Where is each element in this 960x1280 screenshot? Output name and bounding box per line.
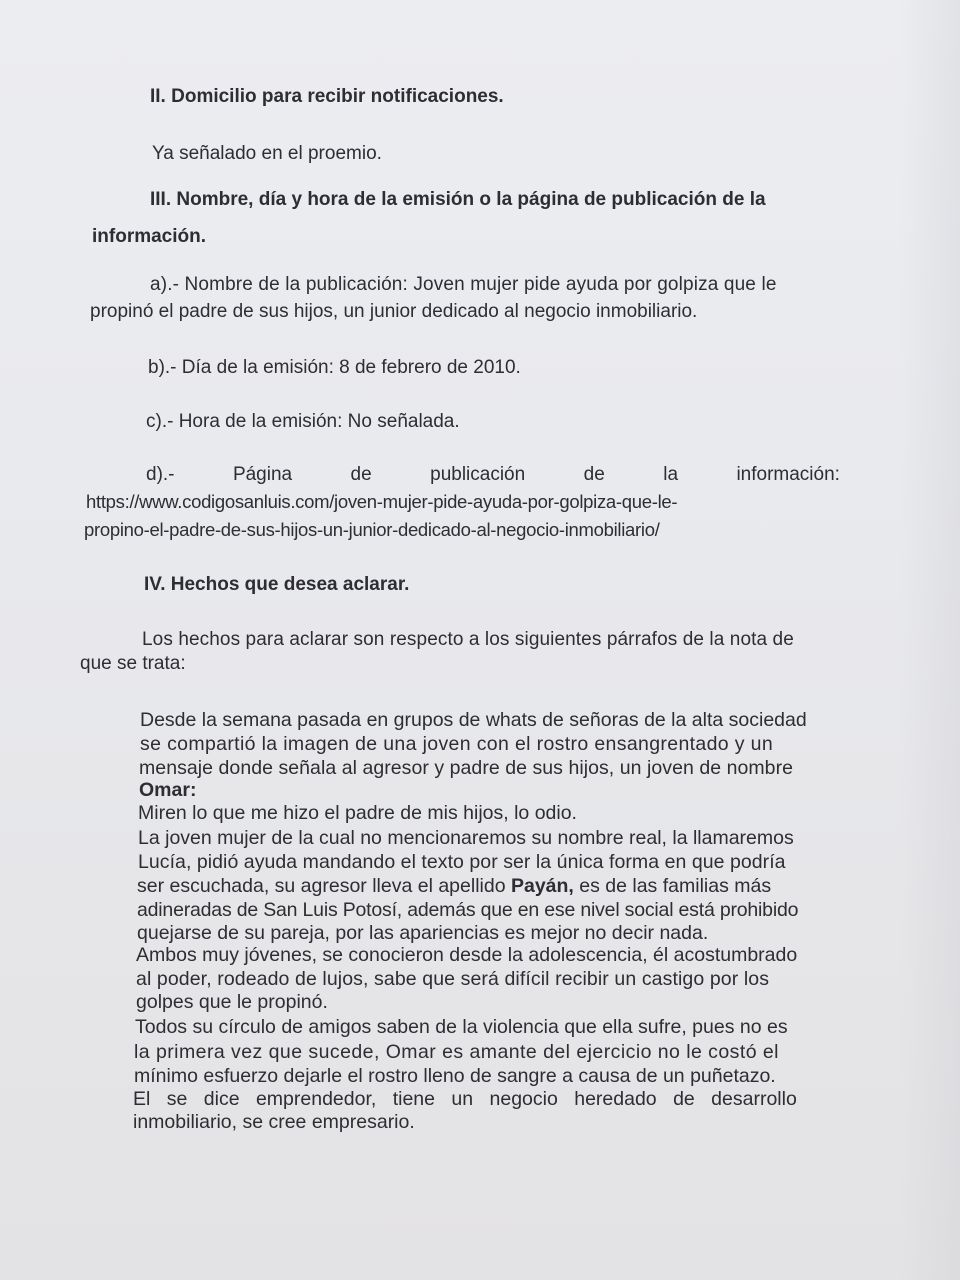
section-4-heading: IV. Hechos que desea aclarar. xyxy=(144,574,410,595)
quote-line-name: Omar: xyxy=(139,779,197,801)
quote-line: La joven mujer de la cual no mencionaremos su nombre real, la llamaremos xyxy=(138,827,794,849)
section-3-heading-cont: información. xyxy=(92,226,207,247)
item-d-word: información: xyxy=(736,464,840,485)
section-2-heading: II. Domicilio para recibir notificaciones. xyxy=(150,86,504,107)
quote-line: mínimo esfuerzo dejarle el rostro lleno de sangre a causa de un puñetazo. xyxy=(134,1065,776,1087)
item-b: b).- Día de la emisión: 8 de febrero de 2010. xyxy=(148,357,521,378)
quote-text: es de las familias más xyxy=(573,875,772,897)
quote-line: golpes que le propinó. xyxy=(136,991,328,1013)
surname-bold: Payán, xyxy=(510,875,574,897)
item-d-word: la xyxy=(663,464,679,485)
item-d-line-1 xyxy=(146,463,840,487)
section-4-intro-line-2: que se trata: xyxy=(80,653,186,674)
quote-line: Miren lo que me hizo el padre de mis hijos, lo odio. xyxy=(138,802,577,824)
section-3-heading: III. Nombre, día y hora de la emisión o la página de publicación de la xyxy=(150,189,766,210)
item-a-line-1: a).- Nombre de la publicación: Joven mujer pide ayuda por golpiza que le xyxy=(150,274,777,295)
item-d-word: publicación xyxy=(430,464,526,485)
item-d-url-line-2: propino-el-padre-de-sus-hijos-un-junior-dedicado-al-negocio-inmobiliario/ xyxy=(84,519,660,540)
item-c: c).- Hora de la emisión: No señalada. xyxy=(146,411,460,432)
quote-line: la primera vez que sucede, Omar es amante del ejercicio no le costó el xyxy=(134,1041,779,1063)
quote-line: al poder, rodeado de lujos, sabe que será difícil recibir un castigo por los xyxy=(136,968,770,990)
item-d-url-line-1: https://www.codigosanluis.com/joven-mujer-pide-ayuda-por-golpiza-que-le- xyxy=(86,491,678,512)
page-shadow xyxy=(900,0,960,1280)
section-4-intro-line-1: Los hechos para aclarar son respecto a los siguientes párrafos de la nota de xyxy=(142,629,794,650)
item-d-word: de xyxy=(583,464,605,485)
quote-line: Todos su círculo de amigos saben de la violencia que ella sufre, pues no es xyxy=(135,1016,788,1038)
item-a-line-2: propinó el padre de sus hijos, un junior dedicado al negocio inmobiliario. xyxy=(90,301,698,322)
item-d-word: d).- xyxy=(146,464,175,485)
item-d-word: Página xyxy=(232,464,293,485)
quote-line: se compartió la imagen de una joven con el rostro ensangrentado y un xyxy=(140,733,774,755)
section-2-text: Ya señalado en el proemio. xyxy=(152,143,382,164)
quote-line: mensaje donde señala al agresor y padre de sus hijos, un joven de nombre xyxy=(139,757,794,779)
quote-line: Desde la semana pasada en grupos de whats de señoras de la alta sociedad xyxy=(140,709,807,731)
quote-line: Ambos muy jóvenes, se conocieron desde la adolescencia, él acostumbrado xyxy=(136,944,798,966)
quote-line: Lucía, pidió ayuda mandando el texto por ser la única forma en que podría xyxy=(138,851,786,873)
quote-line: inmobiliario, se cree empresario. xyxy=(133,1111,415,1133)
quote-text: ser escuchada, su agresor lleva el apellido xyxy=(137,875,511,897)
quote-line: adineradas de San Luis Potosí, además que en ese nivel social está prohibido xyxy=(137,899,799,921)
quote-line xyxy=(137,874,771,898)
quote-line: El se dice emprendedor, tiene un negocio heredado de desarrollo xyxy=(133,1088,797,1110)
quote-line: quejarse de su pareja, por las apariencias es mejor no decir nada. xyxy=(137,922,709,944)
item-d-word: de xyxy=(350,464,372,485)
